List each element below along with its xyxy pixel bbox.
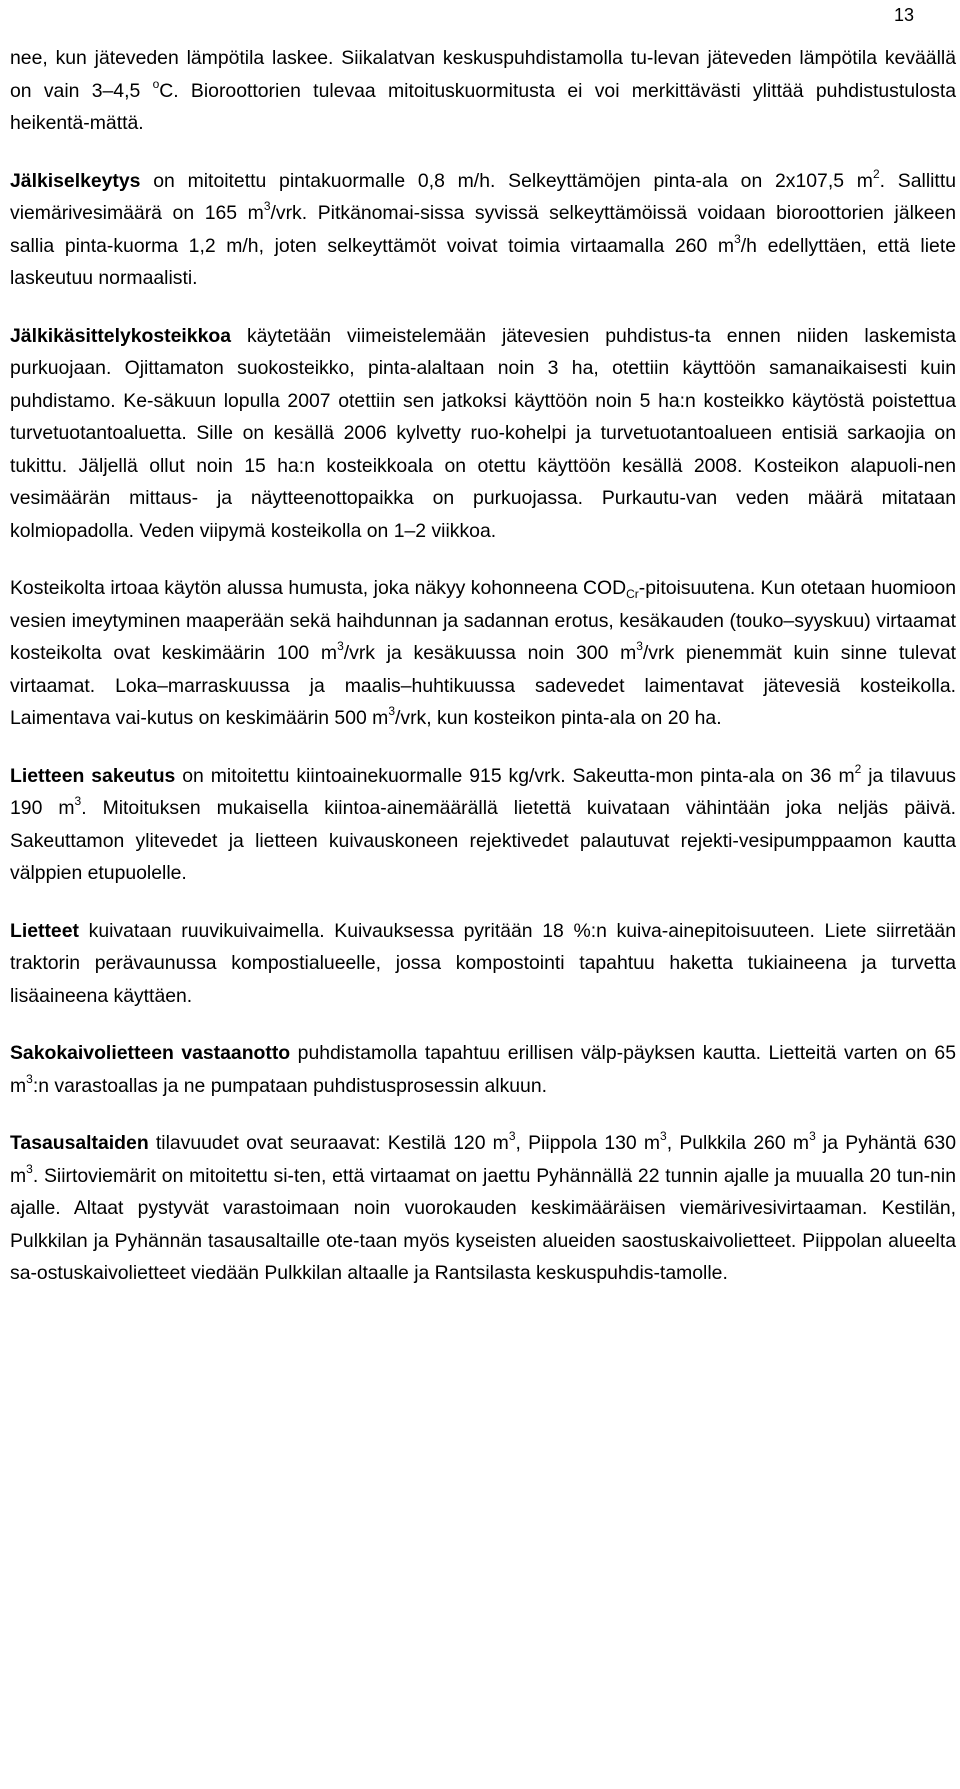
paragraph-p4 — [10, 572, 956, 735]
superscript: 3 — [337, 639, 344, 653]
paragraph-p8 — [10, 1127, 956, 1290]
paragraph-p3 — [10, 320, 956, 548]
superscript: 3 — [508, 1129, 516, 1143]
bold-term: Jälkikäsittelykosteikkoa — [10, 324, 231, 347]
text-run: /h edellyttäen, että liete laskeutuu normaalisti. — [10, 234, 956, 289]
text-run: on mitoitettu pintakuormalle 0,8 m/h. Selkeyttämöjen pinta-ala on 2x107,5 m — [140, 169, 873, 192]
text-run: , Piippola 130 m — [515, 1132, 661, 1154]
text-run: käytetään viimeistelemään jätevesien puhdistus-ta ennen niiden laskemista purkuojaan. Ojittamaton suokosteikko, pinta-alaltaan noin 3 ha, otettiin käyttöön samanaikaisesti kuin puhdistamo. Ke-säkuun lopulla 2007 otettiin sen jatkoksi käyttöön noin 5 ha:n kosteikko käytöstä poistettua turvetuotantoaluetta. Sille on kesällä 2006 kylvetty ruo-kohelpi ja turvetuotantoalueen entisiä sarkaojia on tukittu. Jäljellä ollut noin 15 ha:n kosteikkoala on otettu käyttöön kesällä 2008. Kosteikon alapuoli-nen vesimäärän mittaus- ja näytteenottopaikka on purkuojassa. Purkautu-van veden määrä mitataan kolmiopadolla. Veden viipymä kosteikolla on 1–2 viikkoa. — [10, 324, 956, 542]
document-body — [10, 42, 956, 1315]
paragraph-p2 — [10, 165, 956, 295]
superscript: 2 — [872, 166, 880, 181]
text-run: /vrk pienemmät kuin sinne tulevat virtaamat. Loka–marraskuussa ja maalis–huhtikuussa sadevedet laimentavat jätevesiä kosteikolla. Laimentava vai-kutus on keskimäärin 500 m — [10, 642, 956, 729]
text-run: ja tilavuus 190 m — [10, 764, 956, 819]
paragraph-p1 — [10, 42, 956, 140]
text-run: puhdistamolla tapahtuu erillisen välp-päyksen kautta. Lietteitä varten on 65 m — [10, 1042, 956, 1097]
paragraph-p6 — [10, 915, 956, 1013]
superscript: 3 — [26, 1161, 33, 1176]
superscript: 3 — [263, 199, 271, 213]
text-run: :n varastoallas ja ne pumpataan puhdistusprosessin alkuun. — [32, 1074, 548, 1097]
superscript: 3 — [809, 1129, 816, 1143]
text-run: . Siirtoviemärit on mitoitettu si-ten, että virtaamat on jaettu Pyhännällä 22 tunnin ajalle ja muualla 20 tun-nin ajalle. Altaat pystyvät varastoimaan noin vuorokauden keskimääräisen viemärivesivirtaaman. Kestilän, Pulkkilan ja Pyhännän tasausaltaille ote-taan myös kyseisten alueiden saostuskaivolietteet. Piippolan alueelta sa-ostuskaivolietteet viedään Pulkkilan altaalle ja Rantsilasta keskuspuhdis-tamolle. — [10, 1164, 956, 1284]
text-run: Kosteikolta irtoaa käytön alussa humusta, joka näkyy kohonneena COD — [10, 577, 627, 599]
text-run: /vrk. Pitkänomai-sissa syvissä selkeyttämöissä voidaan bioroottorien jälkeen sallia pinta-kuorma 1,2 m/h, joten selkeyttämöt voivat toimia virtaamalla 260 m — [10, 202, 956, 257]
text-run: kuivataan ruuvikuivaimella. Kuivauksessa pyritään 18 %:n kuiva-ainepitoisuuteen. Liete siirretään traktorin perävaunussa kompostialueelle, jossa kompostointi tapahtuu haketta tukiaineena ja turvetta lisäaineena käyttäen. — [10, 919, 956, 1007]
text-run: tilavuudet ovat seuraavat: Kestilä 120 m — [148, 1132, 509, 1154]
paragraph-p7 — [10, 1037, 956, 1102]
text-run: /vrk, kun kosteikon pinta-ala on 20 ha. — [395, 707, 722, 729]
text-run: nee, kun jäteveden lämpötila laskee. Siikalatvan keskuspuhdistamolla tu-levan jäteveden lämpötila keväällä on vain 3–4,5 — [10, 47, 956, 102]
superscript: 3 — [388, 704, 395, 718]
text-run: . Sallittu viemärivesimäärä on 165 m — [10, 169, 956, 224]
subscript: Cr — [626, 587, 639, 601]
superscript: 3 — [26, 1071, 33, 1086]
superscript: o — [152, 76, 160, 91]
superscript: 3 — [660, 1129, 667, 1143]
superscript: 3 — [74, 794, 82, 808]
bold-term: Jälkiselkeytys — [10, 169, 141, 192]
text-run: on mitoitettu kiintoainekuormalle 915 kg/vrk. Sakeutta-mon pinta-ala on 36 m — [175, 764, 855, 787]
text-run: ja Pyhäntä 630 m — [10, 1132, 956, 1187]
text-run: C. Bioroottorien tulevaa mitoituskuormitusta ei voi merkittävästi ylittää puhdistustulosta heikentä-mättä. — [10, 79, 957, 134]
text-run: -pitoisuutena. Kun otetaan huomioon vesien imeytyminen maaperään sekä haihdunnan ja sadannan erotus, kesäkauden (touko–syyskuu) virtaamat kosteikolta ovat keskimäärin 100 m — [10, 577, 956, 664]
page-number: 13 — [893, 5, 914, 25]
superscript: 2 — [854, 761, 862, 776]
paragraph-p5 — [10, 760, 956, 890]
bold-term: Sakokaivolietteen vastaanotto — [10, 1042, 291, 1064]
text-run: . Mitoituksen mukaisella kiintoa-ainemäärällä lietettä kuivataan vähintään joka neljäs päivä. Sakeuttamon ylitevedet ja lietteen kuivauskoneen rejektivedet palautuvat rejekti-vesipumppaamon kautta välppien etupuolelle. — [10, 797, 956, 884]
bold-term: Tasausaltaiden — [10, 1132, 149, 1154]
bold-term: Lietteen sakeutus — [10, 764, 176, 787]
bold-term: Lietteet — [10, 919, 79, 942]
text-run: , Pulkkila 260 m — [666, 1132, 810, 1154]
superscript: 3 — [734, 231, 741, 246]
text-run: /vrk ja kesäkuussa noin 300 m — [343, 642, 637, 664]
superscript: 3 — [636, 639, 643, 653]
